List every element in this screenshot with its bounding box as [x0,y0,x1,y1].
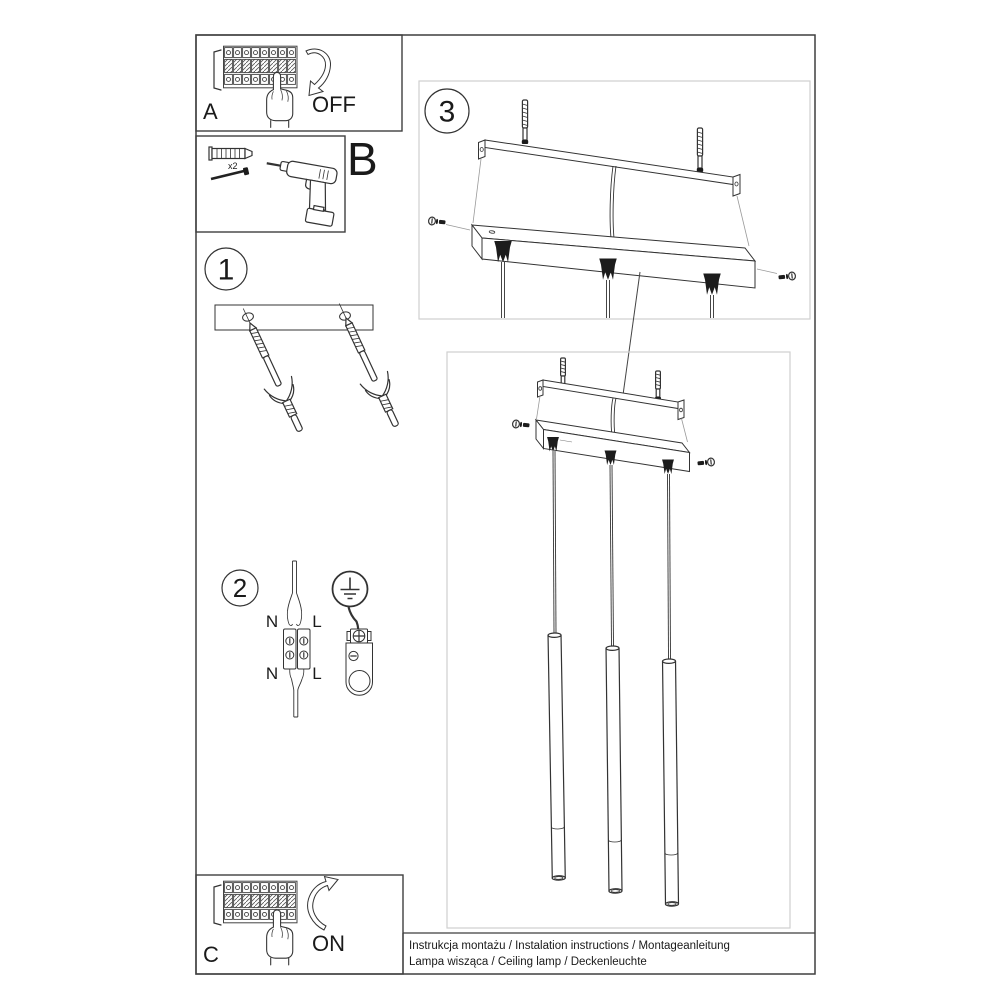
suspension-cables [553,451,671,659]
panel-b [196,133,378,232]
cable-grip-icon [703,274,721,295]
circuit-breaker-panel-icon [214,46,297,90]
main-figure [447,352,790,928]
terminal-label-l-top: L [312,612,322,631]
pendant-tube-icon [663,659,679,906]
footer-product-line: Lampa wisząca / Ceiling lamp / Deckenleuchte [409,956,647,968]
panel-b-label: B [347,133,378,185]
step-3 [419,81,810,319]
detail-leader-line [623,272,640,395]
mounting-bracket-icon [479,100,741,196]
wall-plug-icon [209,147,252,160]
terminal-label-l-bottom: L [312,664,322,683]
terminal-label-n-bottom: N [265,664,279,683]
ground-clamp-icon [346,629,373,695]
terminal-label-n-top: N [265,612,279,631]
step-2 [222,561,373,717]
earth-wire [349,607,359,629]
step-2-number: 2 [232,573,248,603]
side-screw-icon [778,272,796,282]
panel-a-label: A [203,99,218,124]
panel-c-state: ON [312,931,345,956]
pendant-tube-icon [606,646,622,893]
mains-cable-icon [287,561,301,626]
power-cable [610,166,616,243]
step-3-number: 3 [438,95,456,129]
cable-grip-icon [662,460,674,474]
footer-title-line: Instrukcja montażu / Instalation instructions / Montageanleitung [409,940,730,952]
earth-symbol-icon [333,572,368,607]
step-1-number: 1 [217,253,235,287]
circuit-breaker-panel-icon [214,881,297,925]
power-cable [611,398,616,436]
curved-arrow-down-icon [306,49,331,96]
panel-c [196,875,403,974]
terminal-block-icon [284,629,311,669]
pendant-tube-icon [548,633,565,880]
side-screw-icon [428,217,446,227]
mounting-bracket-icon [538,358,685,420]
panel-a [196,35,402,131]
cordless-drill-icon [258,157,342,227]
lamp-cable-icon [290,669,304,717]
cable-grip-icon [599,259,617,280]
panel-a-state: OFF [312,92,356,117]
curved-arrow-up-icon [308,877,338,931]
anchor-count-label: x2 [228,161,238,171]
footer [403,933,815,974]
step-1 [205,248,410,437]
cable-grip-icon [605,451,617,465]
side-screw-icon [697,458,715,468]
panel-c-label: C [203,942,219,967]
side-screw-icon [512,420,530,430]
